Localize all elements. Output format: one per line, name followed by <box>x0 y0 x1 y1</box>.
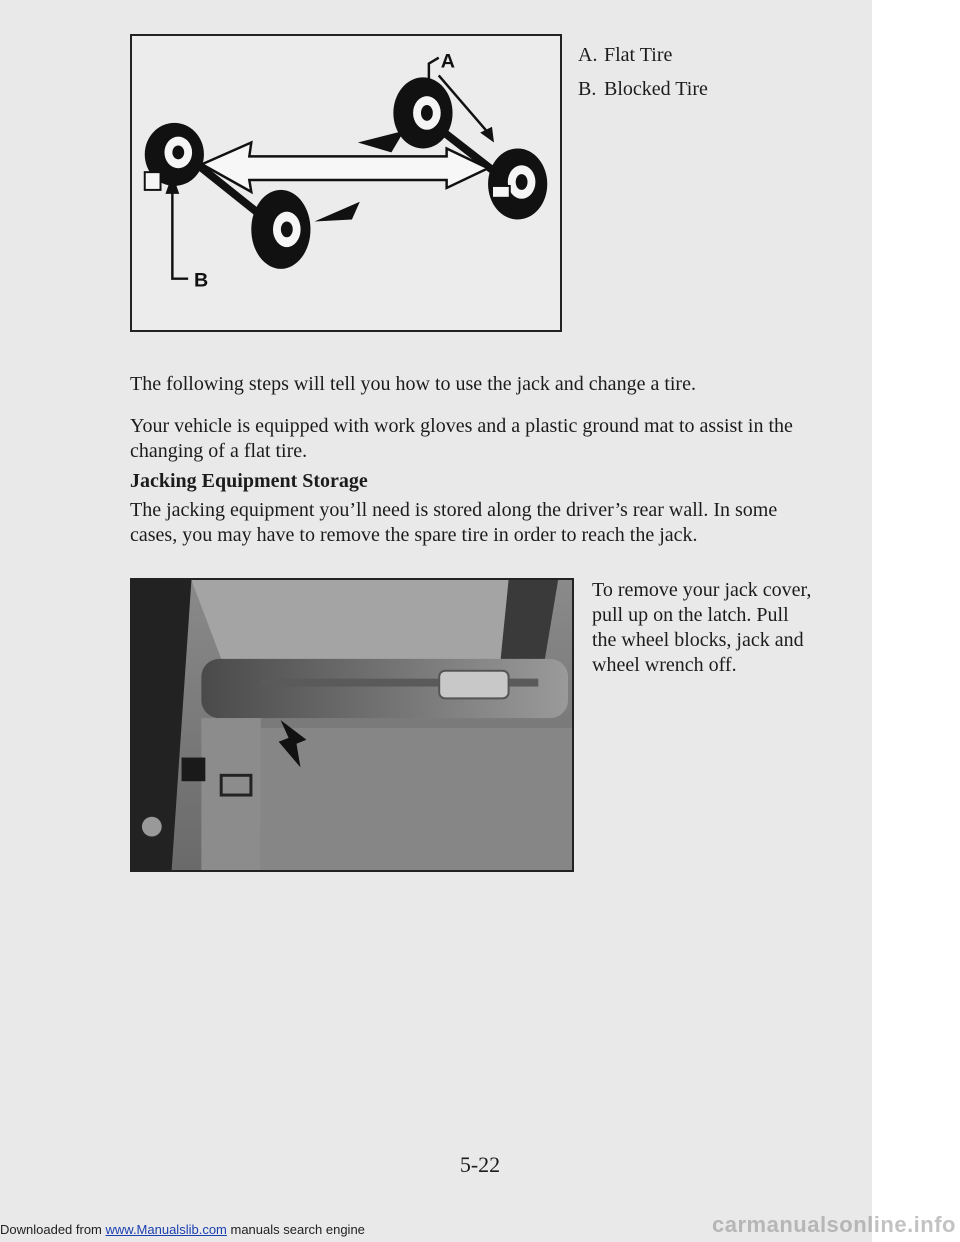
tire-diagram <box>132 36 560 330</box>
legend-label: Flat Tire <box>604 44 673 66</box>
page-number: 5-22 <box>459 1152 501 1177</box>
gloves-paragraph: Your vehicle is equipped with work gloves and a plastic ground mat to assist in the changing of a flat tire. <box>130 415 793 462</box>
download-footer <box>0 1222 365 1237</box>
tire-rear-left <box>251 190 310 269</box>
tire-front-right <box>393 77 452 148</box>
diagram-legend <box>578 38 708 106</box>
legend-letter: B. <box>578 78 597 100</box>
jack-storage-photo <box>130 578 574 872</box>
legend-letter: A. <box>578 44 598 66</box>
legend-label: Blocked Tire <box>604 78 708 100</box>
legend-item-a <box>578 38 708 72</box>
footer-suffix: manuals search engine <box>226 1222 365 1237</box>
jack-storage-illustration <box>132 580 572 870</box>
watermark: carmanualsonline.info <box>712 1212 956 1237</box>
footer-prefix: Downloaded from <box>0 1222 106 1237</box>
section-heading: Jacking Equipment Storage <box>130 470 368 492</box>
manualslib-link[interactable]: www.Manualslib.com <box>105 1222 227 1237</box>
tire-diagram-figure <box>130 34 562 332</box>
storage-paragraph: The jacking equipment you’ll need is stored along the driver’s rear wall. In some cases, you may have to remove the spare tire in order to reach the jack. <box>130 499 778 546</box>
jack-cover-instructions: To remove your jack cover, pull up on the latch. Pull the wheel blocks, jack and wheel wrench off. <box>592 579 812 676</box>
tire-flat-a <box>488 148 547 219</box>
legend-item-b <box>578 72 708 106</box>
intro-paragraph: The following steps will tell you how to use the jack and change a tire. <box>130 373 696 395</box>
tire-front-left <box>145 123 204 190</box>
double-arrow <box>202 143 488 192</box>
arrow-icon <box>358 131 404 153</box>
callout-a-label: A <box>440 50 455 73</box>
arrow-icon <box>314 202 359 222</box>
callout-b-label: B <box>194 269 209 292</box>
page-margin <box>872 0 960 1242</box>
